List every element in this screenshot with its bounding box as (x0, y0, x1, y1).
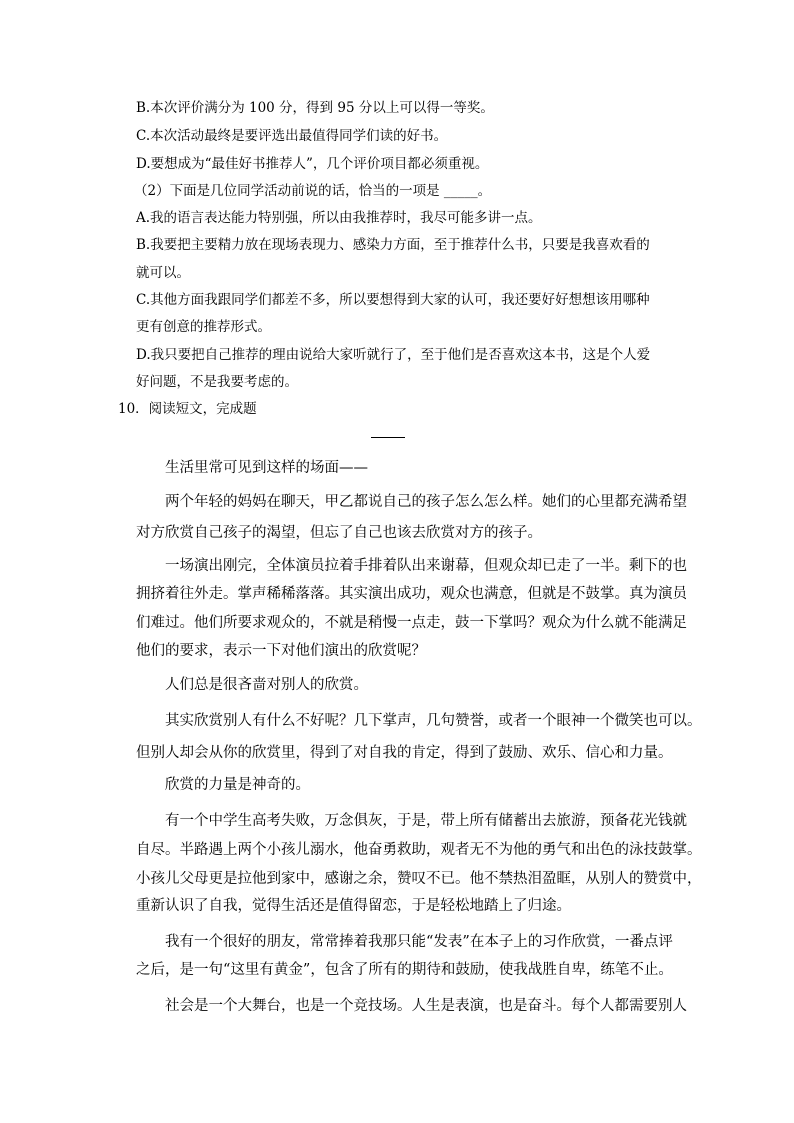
passage-title-blank (371, 437, 405, 438)
passage-line: 拥挤着往外走。掌声稀稀落落。其实演出成功，观众也满意，但就是不鼓掌。真为演员 (136, 586, 687, 602)
passage-line: 两个年轻的妈妈在聊天，甲乙都说自己的孩子怎么怎么样。她们的心里都充满希望 (165, 494, 687, 510)
passage-line: 一场演出刚完，全体演员拉着手排着队出来谢幕，但观众却已走了一半。剩下的也 (165, 558, 687, 574)
sub2-option-d-line2: 好问题，不是我要考虑的。 (136, 374, 298, 390)
sub2-option-d-line1: D.我只要把自己推荐的理由说给大家听就行了，至于他们是否喜欢这本书，这是个人爱 (136, 347, 651, 363)
sub2-option-c-line2: 更有创意的推荐形式。 (136, 319, 271, 335)
sub2-option-a: A.我的语言表达能力特别强，所以由我推荐时，我尽可能多讲一点。 (136, 210, 542, 226)
sub2-option-b-line1: B.我要把主要精力放在现场表现力、感染力方面，至于推荐什么书，只要是我喜欢看的 (136, 237, 650, 253)
passage-line: 欣赏的力量是神奇的。 (165, 777, 310, 793)
option-b: B.本次评价满分为 100 分，得到 95 分以上可以得一等奖。 (136, 100, 494, 116)
question-10-stem: 10．阅读短文，完成题 (118, 401, 257, 417)
passage-line: 他们的要求，表示一下对他们演出的欣赏呢？ (136, 643, 426, 659)
option-c: C.本次活动最终是要评选出最值得同学们读的好书。 (136, 128, 448, 144)
passage-line: 社会是一个大舞台，也是一个竞技场。人生是表演，也是奋斗。每个人都需要别人 (165, 998, 687, 1014)
passage-line: 们难过。他们所要求观众的，不就是稍慢一点走，鼓一下掌吗？观众为什么就不能满足 (136, 615, 687, 631)
passage-line: 生活里常可见到这样的场面—— (165, 460, 368, 476)
passage-line: 人们总是很吝啬对别人的欣赏。 (165, 677, 368, 693)
passage-line: 但别人却会从你的欣赏里，得到了对自我的肯定，得到了鼓励、欢乐、信心和力量。 (136, 745, 673, 761)
sub2-option-b-line2: 就可以。 (136, 265, 190, 281)
sub2-option-c-line1: C.其他方面我跟同学们都差不多，所以要想得到大家的认可，我还要好好想想该用哪种 (136, 292, 650, 308)
passage-line: 之后，是一句“这里有黄金”，包含了所有的期待和鼓励，使我战胜自卑，练笔不止。 (136, 962, 673, 978)
passage-line: 我有一个很好的朋友，常常捧着我那只能“发表”在本子上的习作欣赏，一番点评 (165, 934, 673, 950)
passage-line: 自尽。半路遇上两个小孩儿溺水，他奋勇救助，观者无不为他的勇气和出色的泳技鼓掌。 (136, 842, 702, 858)
passage-line: 有一个中学生高考失败，万念俱灰，于是，带上所有储蓄出去旅游，预备花光钱就 (165, 813, 687, 829)
passage-line: 对方欣赏自己孩子的渴望，但忘了自己也该去欣赏对方的孩子。 (136, 525, 542, 541)
passage-line: 其实欣赏别人有什么不好呢？几下掌声，几句赞誉，或者一个眼神一个微笑也可以。 (165, 713, 702, 729)
sub-question-2-stem: （2）下面是几位同学活动前说的话，恰当的一项是 _____。 (134, 183, 492, 199)
option-d: D.要想成为“最佳好书推荐人”，几个评价项目都必须重视。 (136, 156, 489, 172)
passage-line: 重新认识了自我，觉得生活还是值得留恋，于是轻松地踏上了归途。 (136, 898, 571, 914)
passage-line: 小孩儿父母更是拉他到家中，感谢之余，赞叹不已。他不禁热泪盈眶，从别人的赞赏中， (136, 871, 702, 887)
